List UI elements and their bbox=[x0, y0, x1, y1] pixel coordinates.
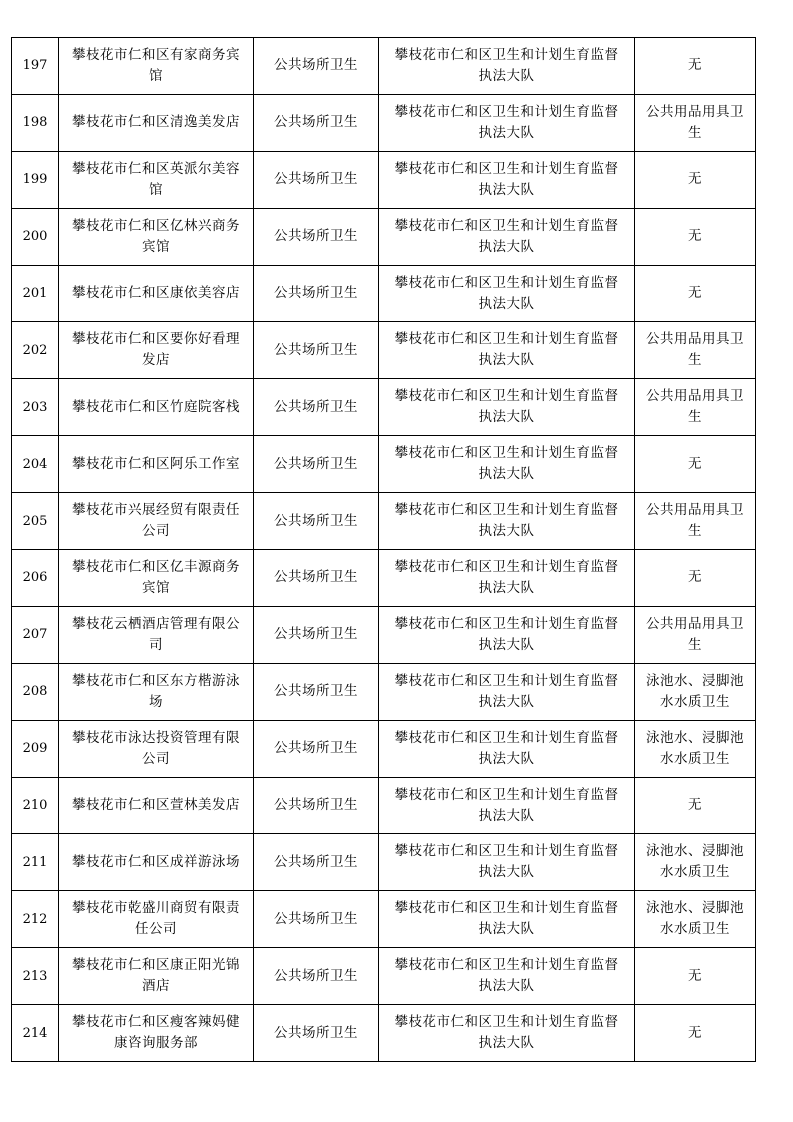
inspection-category: 公共场所卫生 bbox=[254, 151, 379, 208]
row-number: 205 bbox=[12, 493, 59, 550]
inspection-item: 无 bbox=[635, 208, 756, 265]
inspection-item: 泳池水、浸脚池水水质卫生 bbox=[635, 891, 756, 948]
table-body bbox=[12, 38, 756, 1062]
inspection-item: 无 bbox=[635, 265, 756, 322]
supervising-authority: 攀枝花市仁和区卫生和计划生育监督执法大队 bbox=[379, 550, 635, 607]
table-row bbox=[12, 777, 756, 834]
row-number: 197 bbox=[12, 38, 59, 95]
inspection-item: 公共用品用具卫生 bbox=[635, 322, 756, 379]
row-number: 198 bbox=[12, 94, 59, 151]
row-number: 202 bbox=[12, 322, 59, 379]
table-row bbox=[12, 436, 756, 493]
row-number: 201 bbox=[12, 265, 59, 322]
inspection-category: 公共场所卫生 bbox=[254, 379, 379, 436]
inspection-category: 公共场所卫生 bbox=[254, 777, 379, 834]
establishment-name: 攀枝花市仁和区萱林美发店 bbox=[59, 777, 254, 834]
row-number: 209 bbox=[12, 720, 59, 777]
row-number: 212 bbox=[12, 891, 59, 948]
table-row bbox=[12, 720, 756, 777]
establishment-name: 攀枝花市仁和区竹庭院客栈 bbox=[59, 379, 254, 436]
row-number: 203 bbox=[12, 379, 59, 436]
table-row bbox=[12, 208, 756, 265]
supervising-authority: 攀枝花市仁和区卫生和计划生育监督执法大队 bbox=[379, 948, 635, 1005]
table-row bbox=[12, 379, 756, 436]
establishment-name: 攀枝花市仁和区亿丰源商务宾馆 bbox=[59, 550, 254, 607]
inspection-item: 泳池水、浸脚池水水质卫生 bbox=[635, 834, 756, 891]
inspection-category: 公共场所卫生 bbox=[254, 493, 379, 550]
establishment-name: 攀枝花市仁和区成祥游泳场 bbox=[59, 834, 254, 891]
supervising-authority: 攀枝花市仁和区卫生和计划生育监督执法大队 bbox=[379, 891, 635, 948]
establishment-name: 攀枝花市兴展经贸有限责任公司 bbox=[59, 493, 254, 550]
establishment-name: 攀枝花市仁和区瘦客辣妈健康咨询服务部 bbox=[59, 1005, 254, 1062]
inspection-category: 公共场所卫生 bbox=[254, 834, 379, 891]
establishment-name: 攀枝花市仁和区阿乐工作室 bbox=[59, 436, 254, 493]
inspection-item: 公共用品用具卫生 bbox=[635, 606, 756, 663]
inspection-item: 公共用品用具卫生 bbox=[635, 94, 756, 151]
supervising-authority: 攀枝花市仁和区卫生和计划生育监督执法大队 bbox=[379, 265, 635, 322]
row-number: 206 bbox=[12, 550, 59, 607]
supervising-authority: 攀枝花市仁和区卫生和计划生育监督执法大队 bbox=[379, 1005, 635, 1062]
establishment-name: 攀枝花市仁和区英派尔美容馆 bbox=[59, 151, 254, 208]
table-row bbox=[12, 891, 756, 948]
row-number: 207 bbox=[12, 606, 59, 663]
inspection-item: 无 bbox=[635, 38, 756, 95]
supervising-authority: 攀枝花市仁和区卫生和计划生育监督执法大队 bbox=[379, 94, 635, 151]
establishment-name: 攀枝花市仁和区要你好看理发店 bbox=[59, 322, 254, 379]
inspection-item: 泳池水、浸脚池水水质卫生 bbox=[635, 663, 756, 720]
supervising-authority: 攀枝花市仁和区卫生和计划生育监督执法大队 bbox=[379, 379, 635, 436]
table-row bbox=[12, 550, 756, 607]
supervising-authority: 攀枝花市仁和区卫生和计划生育监督执法大队 bbox=[379, 208, 635, 265]
row-number: 208 bbox=[12, 663, 59, 720]
inspection-category: 公共场所卫生 bbox=[254, 208, 379, 265]
row-number: 210 bbox=[12, 777, 59, 834]
row-number: 200 bbox=[12, 208, 59, 265]
table-row bbox=[12, 663, 756, 720]
inspection-item: 公共用品用具卫生 bbox=[635, 493, 756, 550]
table-row bbox=[12, 265, 756, 322]
inspection-category: 公共场所卫生 bbox=[254, 606, 379, 663]
inspection-category: 公共场所卫生 bbox=[254, 1005, 379, 1062]
row-number: 214 bbox=[12, 1005, 59, 1062]
supervising-authority: 攀枝花市仁和区卫生和计划生育监督执法大队 bbox=[379, 663, 635, 720]
establishment-name: 攀枝花市泳达投资管理有限公司 bbox=[59, 720, 254, 777]
inspection-category: 公共场所卫生 bbox=[254, 663, 379, 720]
inspection-category: 公共场所卫生 bbox=[254, 322, 379, 379]
supervising-authority: 攀枝花市仁和区卫生和计划生育监督执法大队 bbox=[379, 436, 635, 493]
inspection-category: 公共场所卫生 bbox=[254, 94, 379, 151]
establishment-name: 攀枝花市仁和区康依美容店 bbox=[59, 265, 254, 322]
inspection-item: 无 bbox=[635, 948, 756, 1005]
row-number: 204 bbox=[12, 436, 59, 493]
inspection-item: 泳池水、浸脚池水水质卫生 bbox=[635, 720, 756, 777]
inspection-item: 无 bbox=[635, 436, 756, 493]
inspection-category: 公共场所卫生 bbox=[254, 720, 379, 777]
inspection-table bbox=[11, 37, 756, 1062]
row-number: 211 bbox=[12, 834, 59, 891]
inspection-item: 无 bbox=[635, 777, 756, 834]
table-row bbox=[12, 493, 756, 550]
inspection-category: 公共场所卫生 bbox=[254, 436, 379, 493]
supervising-authority: 攀枝花市仁和区卫生和计划生育监督执法大队 bbox=[379, 38, 635, 95]
supervising-authority: 攀枝花市仁和区卫生和计划生育监督执法大队 bbox=[379, 151, 635, 208]
supervising-authority: 攀枝花市仁和区卫生和计划生育监督执法大队 bbox=[379, 606, 635, 663]
establishment-name: 攀枝花市仁和区康正阳光锦酒店 bbox=[59, 948, 254, 1005]
establishment-name: 攀枝花市仁和区亿林兴商务宾馆 bbox=[59, 208, 254, 265]
inspection-item: 无 bbox=[635, 151, 756, 208]
supervising-authority: 攀枝花市仁和区卫生和计划生育监督执法大队 bbox=[379, 834, 635, 891]
supervising-authority: 攀枝花市仁和区卫生和计划生育监督执法大队 bbox=[379, 493, 635, 550]
inspection-item: 无 bbox=[635, 550, 756, 607]
row-number: 213 bbox=[12, 948, 59, 1005]
establishment-name: 攀枝花市仁和区清逸美发店 bbox=[59, 94, 254, 151]
inspection-item: 公共用品用具卫生 bbox=[635, 379, 756, 436]
supervising-authority: 攀枝花市仁和区卫生和计划生育监督执法大队 bbox=[379, 720, 635, 777]
inspection-category: 公共场所卫生 bbox=[254, 948, 379, 1005]
inspection-category: 公共场所卫生 bbox=[254, 550, 379, 607]
supervising-authority: 攀枝花市仁和区卫生和计划生育监督执法大队 bbox=[379, 322, 635, 379]
inspection-item: 无 bbox=[635, 1005, 756, 1062]
inspection-category: 公共场所卫生 bbox=[254, 891, 379, 948]
establishment-name: 攀枝花市仁和区有家商务宾馆 bbox=[59, 38, 254, 95]
table-row bbox=[12, 1005, 756, 1062]
table-row bbox=[12, 948, 756, 1005]
row-number: 199 bbox=[12, 151, 59, 208]
establishment-name: 攀枝花市仁和区东方楷游泳场 bbox=[59, 663, 254, 720]
establishment-name: 攀枝花云栖酒店管理有限公司 bbox=[59, 606, 254, 663]
table-row bbox=[12, 834, 756, 891]
table-row bbox=[12, 151, 756, 208]
inspection-category: 公共场所卫生 bbox=[254, 38, 379, 95]
table-row bbox=[12, 38, 756, 95]
table-row bbox=[12, 94, 756, 151]
establishment-name: 攀枝花市乾盛川商贸有限责任公司 bbox=[59, 891, 254, 948]
table-row bbox=[12, 606, 756, 663]
table-row bbox=[12, 322, 756, 379]
supervising-authority: 攀枝花市仁和区卫生和计划生育监督执法大队 bbox=[379, 777, 635, 834]
inspection-category: 公共场所卫生 bbox=[254, 265, 379, 322]
